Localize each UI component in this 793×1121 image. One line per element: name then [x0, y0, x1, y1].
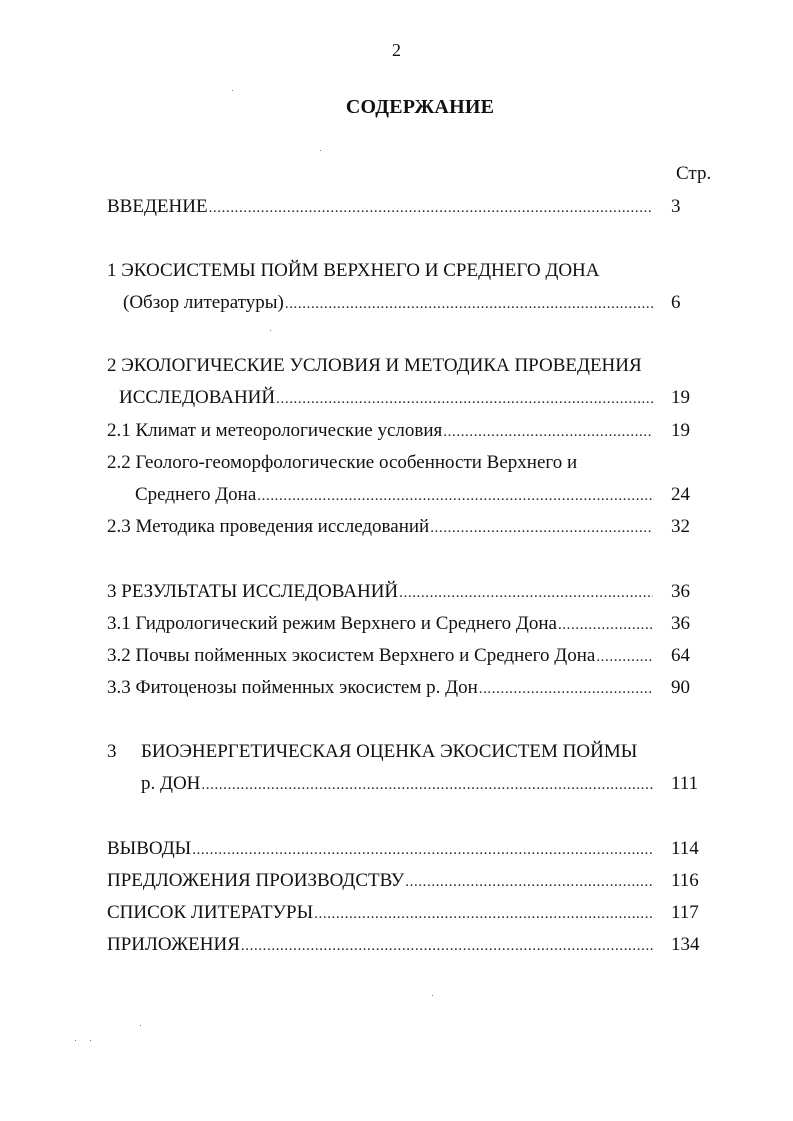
- toc-entry-title: ВВЕДЕНИЕ: [107, 196, 208, 217]
- toc-entry-title: Среднего Дона: [135, 484, 257, 505]
- scan-speck: [232, 90, 233, 91]
- pages-column-label: Стр.: [676, 163, 712, 184]
- toc-chapter-4-number: 3: [107, 741, 117, 762]
- toc-entry-title: 2.3 Методика проведения исследований: [107, 516, 430, 537]
- scan-speck: [140, 1025, 141, 1026]
- toc-section-2-2-title[interactable]: 2.2 Геолого-геоморфологические особенности Верхнего и: [107, 452, 578, 473]
- toc-entry-page: 111: [671, 773, 699, 794]
- toc-entry-title: ПРИЛОЖЕНИЯ: [107, 934, 240, 955]
- leader-dots: [443, 424, 653, 441]
- toc-entry-section-3-3[interactable]: [107, 677, 719, 701]
- leader-dots: [285, 296, 653, 313]
- toc-entry-page: 24: [671, 484, 690, 505]
- toc-entry-page: 36: [671, 581, 690, 602]
- leader-dots: [558, 617, 653, 634]
- scan-speck: [75, 1040, 76, 1041]
- toc-entry-section-2-3[interactable]: [107, 516, 719, 540]
- toc-entry-title: 3.3 Фитоценозы пойменных экосистем р. Дон: [107, 677, 478, 698]
- toc-entry-references[interactable]: [107, 902, 719, 926]
- page-title: СОДЕРЖАНИЕ: [345, 96, 495, 118]
- toc-chapter-2-title[interactable]: 2 ЭКОЛОГИЧЕСКИЕ УСЛОВИЯ И МЕТОДИКА ПРОВЕДЕНИЯ: [107, 355, 642, 376]
- leader-dots: [192, 842, 653, 859]
- toc-entry-title: (Обзор литературы): [123, 292, 284, 313]
- toc-entry-title: СПИСОК ЛИТЕРАТУРЫ: [107, 902, 314, 923]
- toc-chapter-1-title[interactable]: 1 ЭКОСИСТЕМЫ ПОЙМ ВЕРХНЕГО И СРЕДНЕГО ДОНА: [107, 260, 600, 281]
- toc-entry-page: 134: [671, 934, 700, 955]
- leader-dots: [596, 649, 653, 666]
- toc-entry-section-3-2[interactable]: [107, 645, 719, 669]
- toc-entry-section-2-2[interactable]: [135, 484, 719, 508]
- leader-dots: [405, 874, 653, 891]
- toc-entry-appendices[interactable]: [107, 934, 719, 958]
- toc-entry-title: 3 РЕЗУЛЬТАТЫ ИССЛЕДОВАНИЙ: [107, 581, 399, 602]
- toc-chapter-4-title[interactable]: БИОЭНЕРГЕТИЧЕСКАЯ ОЦЕНКА ЭКОСИСТЕМ ПОЙМЫ: [141, 741, 638, 762]
- toc-entry-proposals[interactable]: [107, 870, 719, 894]
- scan-speck: [432, 995, 433, 996]
- leader-dots: [276, 391, 653, 408]
- toc-entry-title: 3.1 Гидрологический режим Верхнего и Среднего Дона: [107, 613, 557, 634]
- toc-entry-page: 32: [671, 516, 690, 537]
- toc-entry-page: 90: [671, 677, 690, 698]
- toc-entry-introduction[interactable]: [107, 196, 719, 220]
- toc-entry-section-3-1[interactable]: [107, 613, 719, 637]
- scan-speck: [320, 150, 321, 151]
- scan-speck: [90, 1040, 91, 1041]
- toc-entry-chapter-1[interactable]: [123, 292, 719, 316]
- toc-entry-conclusions[interactable]: [107, 838, 719, 862]
- toc-entry-page: 19: [671, 387, 690, 408]
- toc-entry-section-2-1[interactable]: [107, 420, 719, 444]
- toc-entry-page: 117: [671, 902, 699, 923]
- scan-speck: [270, 330, 271, 331]
- toc-entry-page: 64: [671, 645, 690, 666]
- toc-entry-page: 19: [671, 420, 690, 441]
- toc-entry-chapter-3[interactable]: [107, 581, 719, 605]
- toc-entry-title: ИССЛЕДОВАНИЙ: [119, 387, 276, 408]
- leader-dots: [209, 200, 653, 217]
- toc-entry-title: ВЫВОДЫ: [107, 838, 192, 859]
- leader-dots: [241, 938, 653, 955]
- leader-dots: [314, 906, 653, 923]
- toc-entry-page: 6: [671, 292, 681, 313]
- leader-dots: [201, 777, 653, 794]
- toc-entry-page: 114: [671, 838, 699, 859]
- toc-entry-chapter-2[interactable]: [119, 387, 719, 411]
- leader-dots: [399, 585, 653, 602]
- toc-entry-title: ПРЕДЛОЖЕНИЯ ПРОИЗВОДСТВУ: [107, 870, 405, 891]
- leader-dots: [479, 681, 653, 698]
- toc-entry-title: 2.1 Климат и метеорологические условия: [107, 420, 443, 441]
- leader-dots: [257, 488, 653, 505]
- toc-entry-title: р. ДОН: [141, 773, 201, 794]
- toc-entry-page: 116: [671, 870, 699, 891]
- page-number: 2: [392, 40, 401, 60]
- toc-entry-chapter-4[interactable]: [141, 773, 719, 797]
- leader-dots: [430, 520, 653, 537]
- toc-entry-page: 3: [671, 196, 681, 217]
- toc-entry-title: 3.2 Почвы пойменных экосистем Верхнего и Среднего Дона: [107, 645, 596, 666]
- toc-entry-page: 36: [671, 613, 690, 634]
